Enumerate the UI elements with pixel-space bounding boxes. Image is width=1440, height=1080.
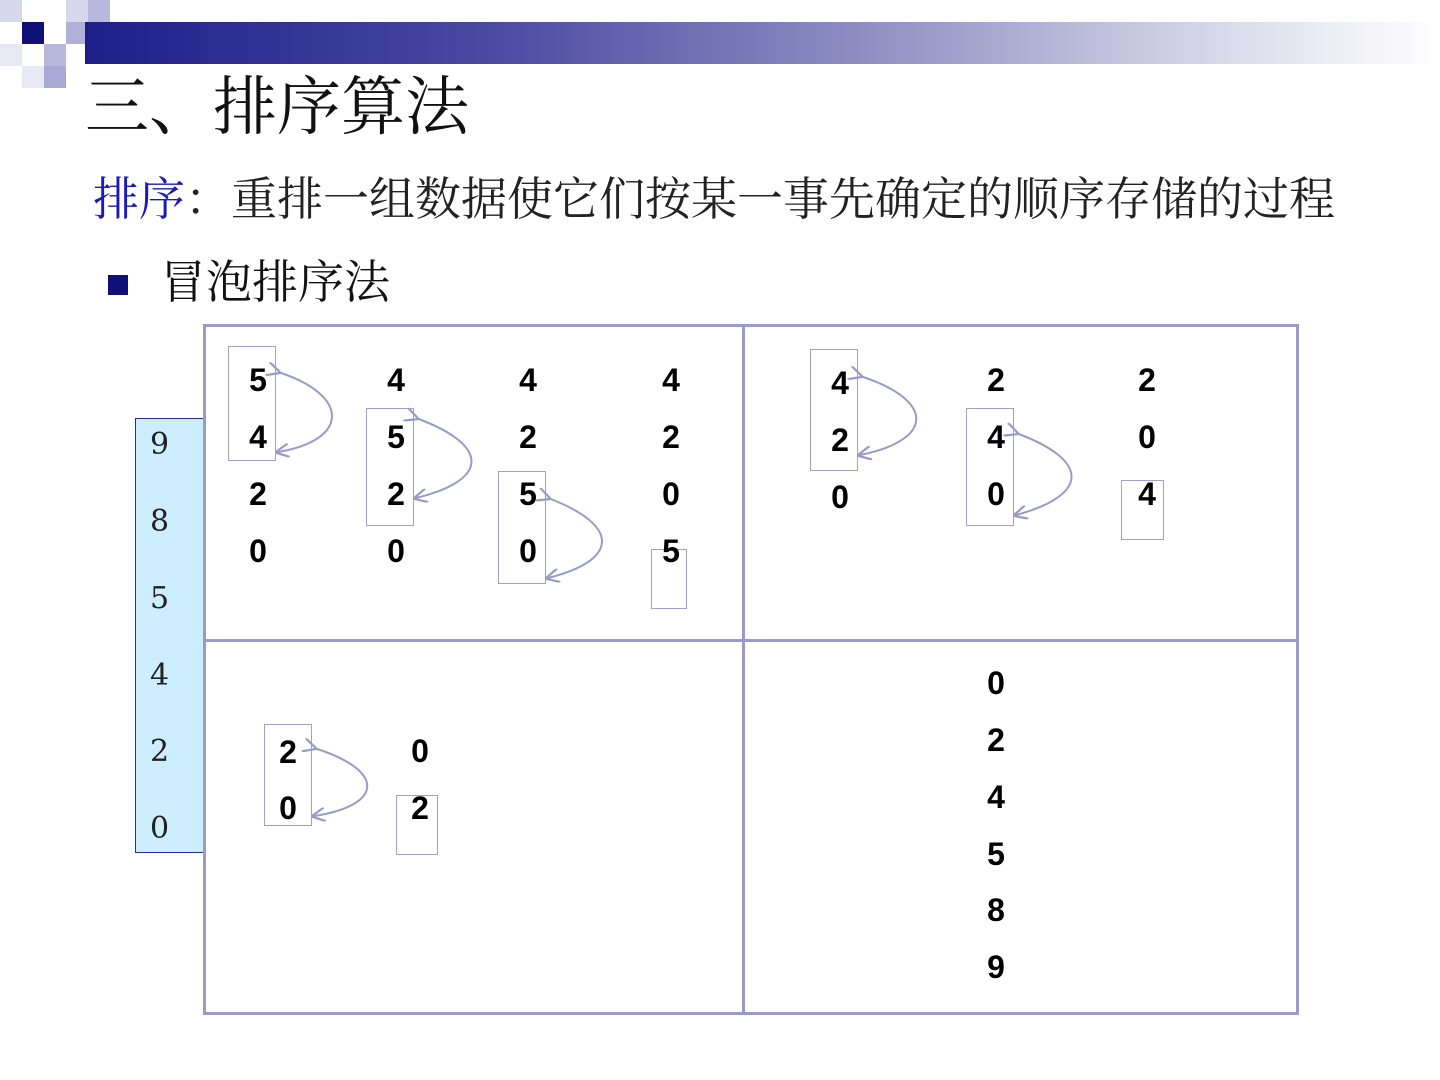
panel-number: 9 (987, 949, 1005, 985)
panel-number: 0 (279, 790, 297, 826)
panel-number: 4 (249, 419, 267, 455)
corner-square (22, 22, 44, 44)
initial-array (135, 418, 203, 853)
panel-number: 0 (411, 733, 429, 769)
grid-divider-vertical (742, 324, 745, 1015)
panel-number: 5 (987, 836, 1005, 872)
panel-number: 4 (519, 362, 537, 398)
header-gradient-bar (85, 22, 1440, 64)
panel-number: 2 (1138, 362, 1156, 398)
definition-colon: ： (185, 172, 231, 226)
panel-number: 2 (831, 422, 849, 458)
panel-number: 0 (1138, 419, 1156, 455)
array-value: 2 (150, 734, 170, 769)
panel-number: 4 (387, 362, 405, 398)
array-value: 5 (150, 581, 170, 616)
corner-square (0, 0, 22, 22)
panel-number: 2 (387, 476, 405, 512)
panel-number: 8 (987, 892, 1005, 928)
corner-square (22, 66, 44, 88)
panel-number: 0 (519, 533, 537, 569)
panel-number: 2 (987, 362, 1005, 398)
corner-square (0, 44, 22, 66)
bullet-text: 冒泡排序法 (160, 255, 390, 309)
array-value: 0 (150, 811, 170, 846)
panel-number: 2 (279, 734, 297, 770)
panel-number: 0 (249, 533, 267, 569)
panel-number: 2 (519, 419, 537, 455)
panel-number: 4 (662, 362, 680, 398)
array-value: 9 (150, 427, 170, 462)
corner-square (44, 0, 66, 22)
corner-square (66, 0, 88, 22)
panel-number: 0 (387, 533, 405, 569)
definition-line (93, 172, 1335, 227)
panel-number: 2 (411, 790, 429, 826)
panel-number: 2 (249, 476, 267, 512)
panel-number: 2 (662, 419, 680, 455)
square-bullet-icon (108, 275, 128, 295)
panel-number: 0 (987, 476, 1005, 512)
panel-number: 4 (831, 365, 849, 401)
panel-number: 0 (831, 479, 849, 515)
panel-number: 5 (662, 533, 680, 569)
panel-number: 2 (987, 722, 1005, 758)
panel-number: 4 (987, 779, 1005, 815)
array-value: 4 (150, 658, 170, 693)
panel-number: 5 (387, 419, 405, 455)
corner-square (88, 0, 110, 22)
definition-text: 重排一组数据使它们按某一事先确定的顺序存储的过程 (231, 172, 1335, 226)
slide-title: 三、排序算法 (85, 71, 469, 145)
array-value: 8 (150, 504, 170, 539)
corner-square (44, 66, 66, 88)
panel-number: 4 (1138, 476, 1156, 512)
panel-number: 5 (249, 362, 267, 398)
panel-number: 5 (519, 476, 537, 512)
definition-term: 排序 (93, 172, 185, 226)
panel-number: 0 (662, 476, 680, 512)
corner-square (44, 44, 66, 66)
grid-divider-horizontal (203, 639, 1299, 642)
panel-number: 0 (987, 665, 1005, 701)
panel-number: 4 (987, 419, 1005, 455)
